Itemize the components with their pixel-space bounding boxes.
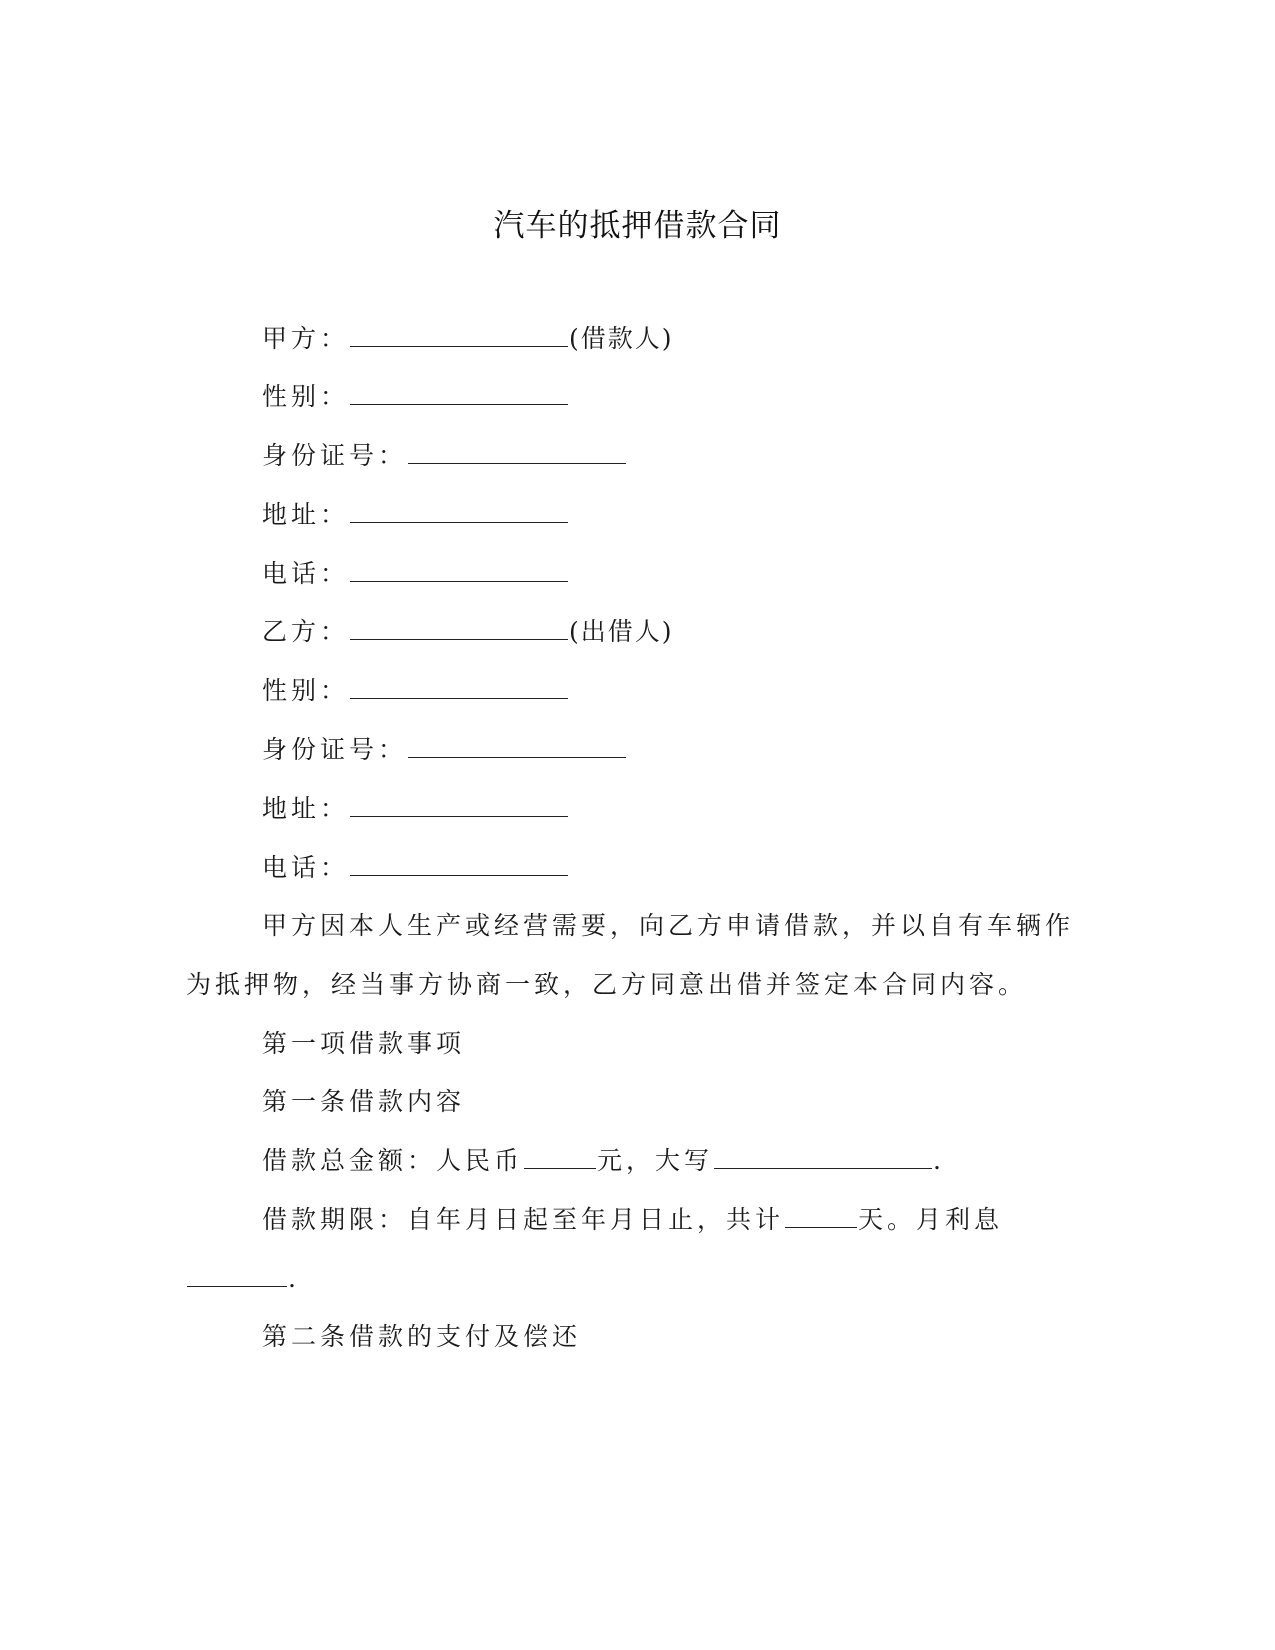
party-b-gender-blank[interactable] — [350, 674, 568, 699]
party-a-address-label: 地址： — [262, 500, 350, 529]
party-b-id-line — [262, 733, 627, 767]
party-a-id-blank[interactable] — [408, 439, 626, 464]
monthly-interest-end: . — [288, 1264, 300, 1293]
party-a-gender-label: 性别： — [262, 382, 350, 411]
party-b-gender-line — [262, 674, 569, 708]
party-b-address-label: 地址： — [262, 794, 350, 823]
loan-term-line — [262, 1203, 1003, 1237]
loan-amount-end: . — [933, 1146, 945, 1175]
party-b-role: (出借人) — [569, 617, 674, 646]
loan-amount-unit: 元，大写 — [597, 1146, 714, 1175]
party-b-id-label: 身份证号： — [262, 735, 408, 764]
loan-term-prefix: 借款期限：自年月日起至年月日止，共计 — [262, 1205, 785, 1234]
party-a-phone-label: 电话： — [262, 559, 350, 588]
party-a-address-line — [262, 498, 569, 532]
party-b-name-blank[interactable] — [350, 615, 568, 640]
loan-amount-prefix: 借款总金额：人民币 — [262, 1146, 524, 1175]
party-b-phone-line — [262, 851, 569, 885]
loan-amount-number-blank[interactable] — [524, 1144, 596, 1169]
party-b-phone-blank[interactable] — [350, 851, 568, 876]
article-heading-1: 第一条借款内容 — [262, 1087, 466, 1116]
party-b-address-blank[interactable] — [350, 792, 568, 817]
section-heading-1: 第一项借款事项 — [262, 1029, 466, 1058]
loan-amount-line — [262, 1144, 945, 1178]
intro-paragraph-line-2: 为抵押物，经当事方协商一致，乙方同意出借并签定本合同内容。 — [186, 970, 1028, 999]
loan-term-days-blank[interactable] — [785, 1203, 857, 1228]
party-a-id-label: 身份证号： — [262, 441, 408, 470]
party-a-gender-blank[interactable] — [350, 380, 568, 405]
party-b-phone-label: 电话： — [262, 853, 350, 882]
party-a-phone-blank[interactable] — [350, 557, 568, 582]
monthly-interest-line — [186, 1262, 300, 1296]
party-a-id-line — [262, 439, 627, 473]
party-a-name-blank[interactable] — [350, 322, 568, 347]
party-b-address-line — [262, 792, 569, 826]
article-heading-2: 第二条借款的支付及偿还 — [262, 1322, 582, 1351]
party-a-phone-line — [262, 557, 569, 591]
party-a-role: (借款人) — [569, 324, 674, 353]
party-b-gender-label: 性别： — [262, 676, 350, 705]
party-a-gender-line — [262, 380, 569, 414]
party-b-id-blank[interactable] — [408, 733, 626, 758]
monthly-interest-blank[interactable] — [187, 1262, 287, 1287]
party-a-address-blank[interactable] — [350, 498, 568, 523]
party-b-line — [262, 615, 674, 649]
intro-paragraph-line-1: 甲方因本人生产或经营需要，向乙方申请借款，并以自有车辆作 — [262, 911, 1075, 940]
loan-amount-words-blank[interactable] — [714, 1144, 932, 1169]
party-a-label: 甲方： — [262, 324, 350, 353]
party-b-label: 乙方： — [262, 617, 350, 646]
loan-term-suffix: 天。月利息 — [858, 1205, 1004, 1234]
party-a-line — [262, 322, 674, 356]
document-title: 汽车的抵押借款合同 — [493, 208, 782, 244]
